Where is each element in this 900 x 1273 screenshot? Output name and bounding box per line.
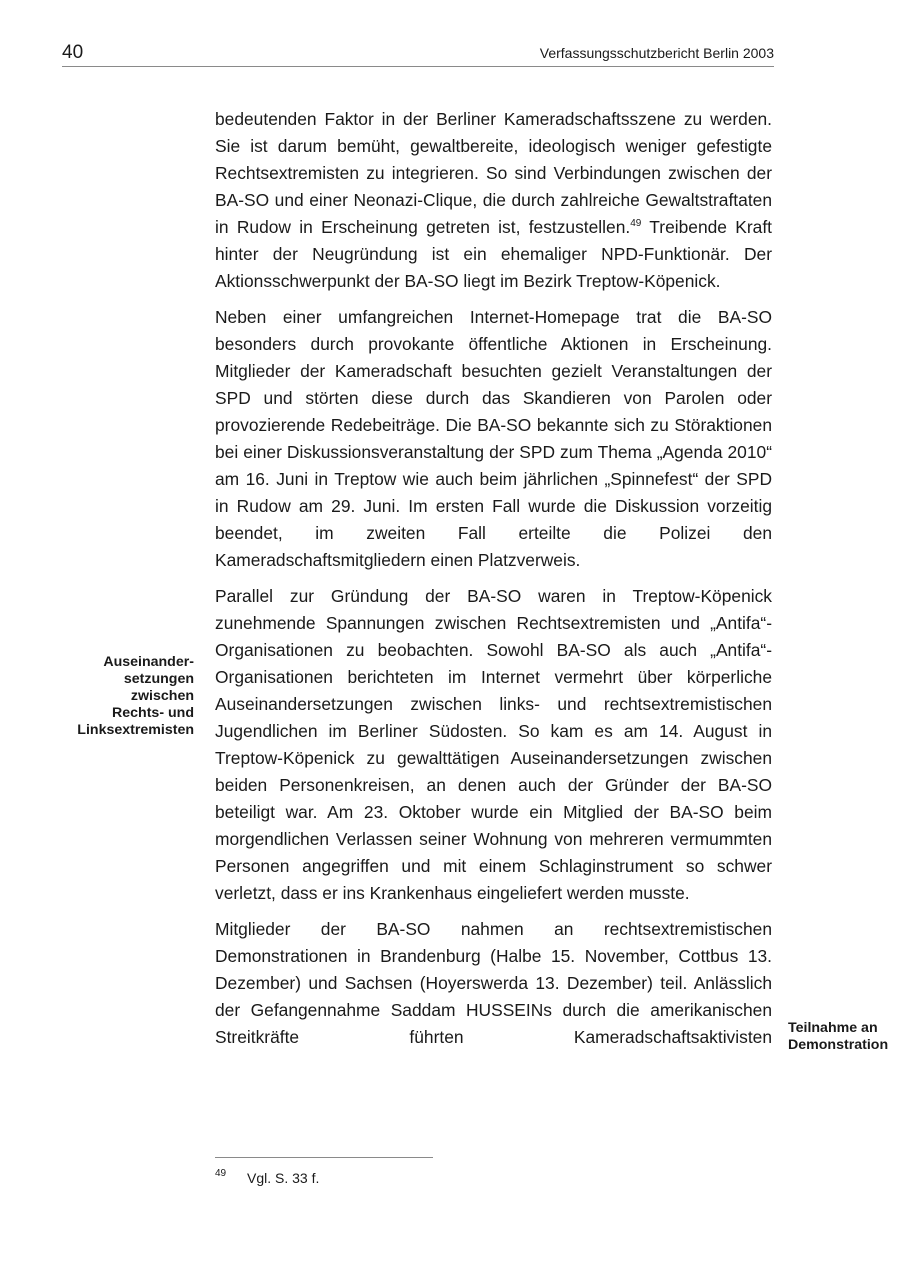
footnote-reference: 49 bbox=[630, 218, 642, 230]
footnote bbox=[215, 1168, 319, 1188]
margin-note-left-line: Linksextremisten bbox=[77, 722, 194, 738]
footnote-number: 49 bbox=[215, 1168, 227, 1179]
margin-note-left-line: Rechts- und bbox=[112, 705, 194, 721]
page-header bbox=[62, 42, 774, 67]
footnote-divider bbox=[215, 1157, 433, 1158]
body-text bbox=[215, 106, 772, 1051]
paragraph-1-text-b: Treibende Kraft hinter der Neugründung ist ein ehemaliger NPD-Funktionär. Der Aktionsschwerpunkt der BA-SO liegt im Bezirk Treptow-Köpenick. bbox=[215, 217, 772, 291]
margin-note-left-line: setzungen bbox=[123, 671, 194, 687]
running-title: Verfassungsschutzbericht Berlin 2003 bbox=[539, 45, 774, 61]
paragraph-4: Mitglieder der BA-SO nahmen an rechtsextremistischen Demonstrationen in Brandenburg (Halbe 15. November, Cottbus 13. Dezember) und Sachsen (Hoyerswerda 13. Dezember) teil. Anlässlich der Gefangennahme Saddam HUSSEINs durch die amerikanischen Streitkräfte führten Kameradschaftsaktivisten bbox=[215, 919, 772, 1047]
page-number: 40 bbox=[62, 42, 84, 63]
paragraph-3: Parallel zur Gründung der BA-SO waren in Treptow-Köpenick zunehmende Spannungen zwischen Rechtsextremisten und „Antifa“-Organisationen zu beobachten. Sowohl BA-SO als auch „Antifa“-Organisationen berichteten im Internet vermehrt über körperliche Auseinandersetzungen zwischen links- und rechtsextremistischen Jugendlichen im Berliner Südosten. So kam es am 14. August in Treptow-Köpenick zu gewalttätigen Auseinandersetzungen zwischen beiden Personenkreisen, an denen auch der Gründer der BA-SO beteiligt war. Am 23. Oktober wurde ein Mitglied der BA-SO beim morgendlichen Verlassen seiner Wohnung von mehreren vermummten Personen angegriffen und mit einem Schlaginstrument so schwer verletzt, dass er ins Krankenhaus eingeliefert werden musste. bbox=[215, 586, 772, 903]
margin-note-right-line: Teilnahme an bbox=[788, 1020, 878, 1036]
margin-note-left-line: zwischen bbox=[130, 688, 194, 704]
margin-note-right-line: Demonstration bbox=[788, 1037, 889, 1053]
footnote-text: Vgl. S. 33 f. bbox=[247, 1170, 320, 1186]
paragraph-1 bbox=[215, 106, 772, 295]
margin-note-left bbox=[40, 654, 194, 739]
margin-note-left-line: Auseinander- bbox=[103, 654, 194, 670]
paragraph-2: Neben einer umfangreichen Internet-Homepage trat die BA-SO besonders durch provokante öffentliche Aktionen in Erscheinung. Mitglieder der Kameradschaft besuchten gezielt Veranstaltungen der SPD und störten diese durch das Skandieren von Parolen oder provozierende Redebeiträge. Die BA-SO bekannte sich zu Störaktionen bei einer Diskussionsveranstaltung der SPD zum Thema „Agenda 2010“ am 16. Juni in Treptow wie auch beim jährlichen „Spinnefest“ der SPD in Rudow am 29. Juni. Im ersten Fall wurde die Diskussion vorzeitig beendet, im zweiten Fall erteilte die Polizei den Kameradschaftsmitgliedern einen Platzverweis. bbox=[215, 307, 772, 570]
paragraph-1-text-a: bedeutenden Faktor in der Berliner Kameradschaftsszene zu werden. Sie ist darum bemüht, gewaltbereite, ideologisch weniger gefestigte Rechtsextremisten zu integrieren. So sind Verbindungen zwischen der BA-SO und einer Neonazi-Clique, die durch zahlreiche Gewaltstraftaten in Rudow in Erscheinung getreten ist, festzustellen. bbox=[215, 109, 772, 237]
margin-note-right bbox=[788, 1020, 888, 1054]
